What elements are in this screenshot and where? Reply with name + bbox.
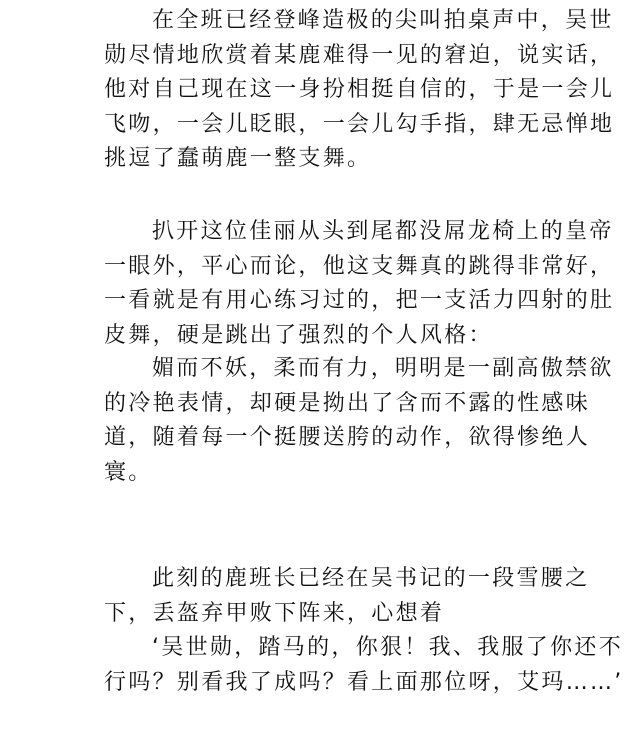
paragraph-1: 在全班已经登峰造极的尖叫拍桌声中，吴世勋尽情地欣赏着某鹿难得一见的窘迫，说实话，他对自己现在这一身扮相挺自信的，于是一会儿飞吻，一会儿眨眼，一会儿勾手指，肆无忌惮地挑逗了蠢萌鹿一整支舞。 [104, 8, 615, 171]
paragraph-2: 扒开这位佳丽从头到尾都没屌龙椅上的皇帝一眼外，平心而论，他这支舞真的跳得非常好，一看就是有用心练习过的，把一支活力四射的肚皮舞，硬是跳出了强烈的个人风格： [104, 219, 615, 348]
paragraph-3: 媚而不妖，柔而有力，明明是一副高傲禁欲的冷艳表情，却硬是拗出了含而不露的性感味道，随着每一个挺腰送胯的动作，欲得惨绝人寰。 [104, 356, 614, 485]
paragraph-4: 此刻的鹿班长已经在吴书记的一段雪腰之下，丢盔弃甲败下阵来，心想着 [104, 566, 590, 626]
paragraph-5-quote: ‘吴世勋，踏马的，你狠！我、我服了你还不行吗？别看我了成吗？看上面那位呀，艾玛……’ [104, 635, 624, 695]
